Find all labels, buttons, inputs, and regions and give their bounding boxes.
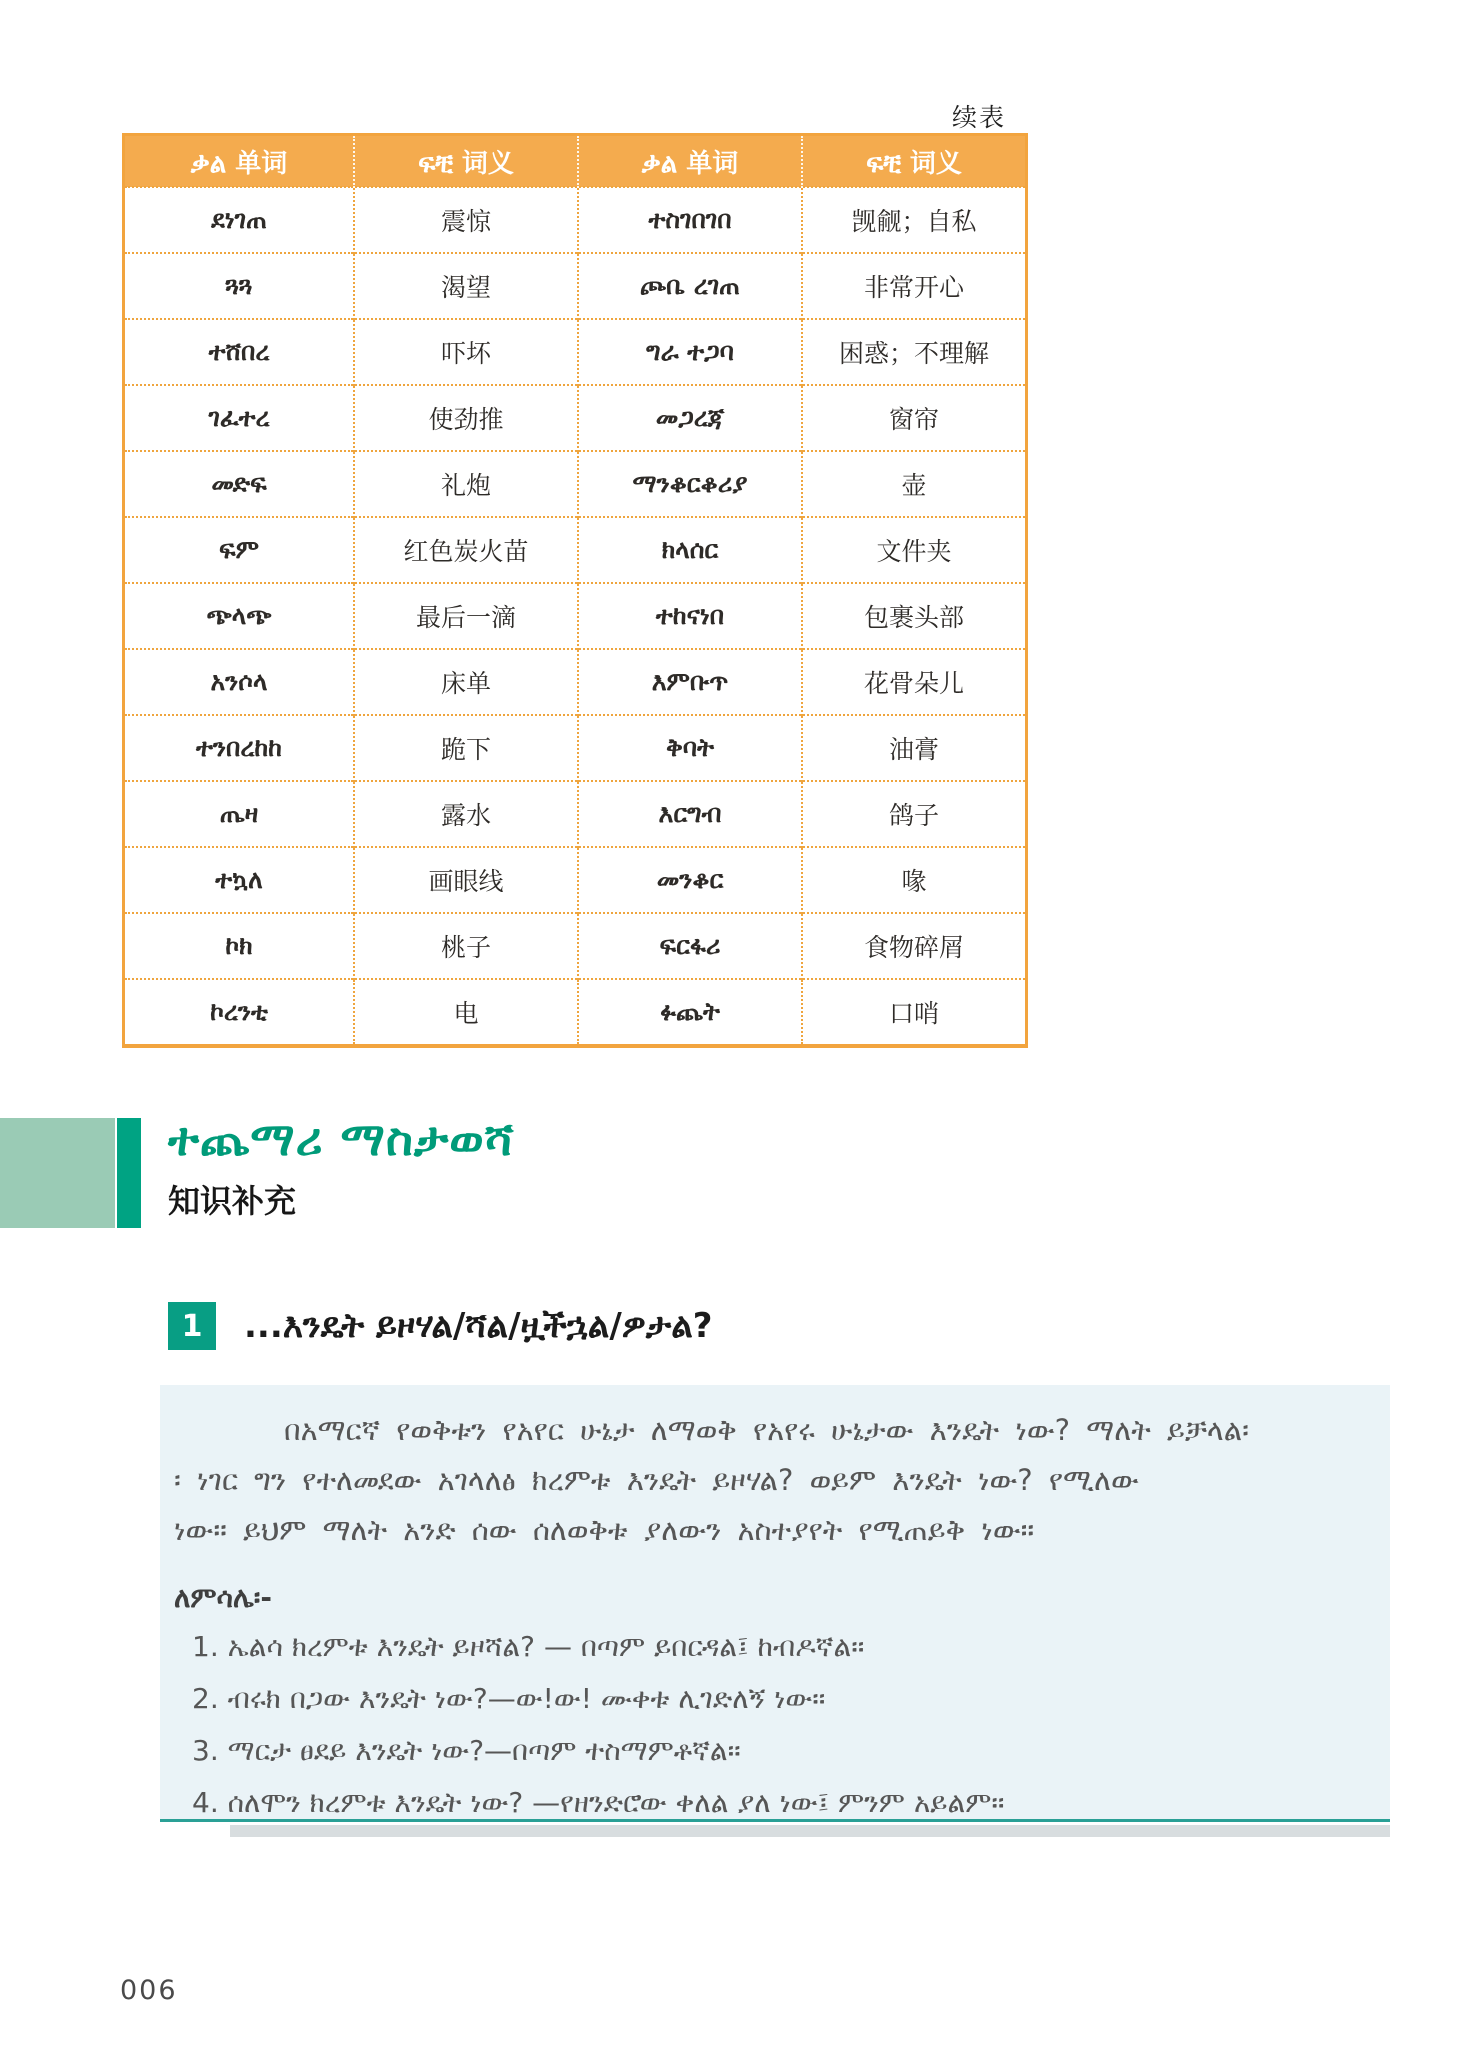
item-title: ...እንዴት ይዞሃል/ሻል/ዟችኋል/ዎታል? [244, 1306, 713, 1346]
table-header-row [124, 135, 1027, 188]
chinese-meaning: 花骨朵儿 [802, 649, 1027, 715]
amharic-word: ተከናነበ [578, 583, 802, 649]
amharic-word: ተንበረከከ [124, 715, 355, 781]
amharic-word: ጮቤ ረገጠ [578, 253, 802, 319]
chinese-meaning: 渴望 [354, 253, 578, 319]
amharic-word: ገፈተረ [124, 385, 355, 451]
section-title-amharic: ተጨማሪ ማስታወሻ [168, 1112, 515, 1166]
amharic-word: ኮረንቲ [124, 979, 355, 1046]
table-row [124, 319, 1027, 385]
amharic-word: ክላሰር [578, 517, 802, 583]
chinese-meaning: 跪下 [354, 715, 578, 781]
panel-shadow [230, 1825, 1390, 1837]
amharic-word: ጓጓ [124, 253, 355, 319]
amharic-word: መንቆር [578, 847, 802, 913]
table-row [124, 847, 1027, 913]
table-row [124, 583, 1027, 649]
chinese-meaning: 非常开心 [802, 253, 1027, 319]
amharic-word: እርግብ [578, 781, 802, 847]
chinese-meaning: 吓坏 [354, 319, 578, 385]
table-row [124, 781, 1027, 847]
section-title-chinese: 知识补充 [168, 1182, 297, 1220]
chinese-meaning: 油膏 [802, 715, 1027, 781]
amharic-word: ግራ ተጋባ [578, 319, 802, 385]
paragraph-line: ነው። ይህም ማለት አንድ ሰው ሰለወቅቱ ያለውን አስተያየት የሚጠይቅ ነው። [174, 1513, 1035, 1547]
chinese-meaning: 困惑；不理解 [802, 319, 1027, 385]
paragraph-line: በአማርኛ የወቅቱን የአየር ሁኔታ ለማወቅ የአየሩ ሁኔታው እንዴት ነው? ማለት ይቻላል፡ [284, 1413, 1249, 1447]
table-row [124, 979, 1027, 1046]
chinese-meaning: 震惊 [354, 187, 578, 253]
table-row [124, 385, 1027, 451]
chinese-meaning: 红色炭火苗 [354, 517, 578, 583]
example-item: 1. ኤልሳ ክረምቱ እንዴት ይዞሻል? — በጣም ይበርዳል፤ ከብዶኛል። [192, 1630, 865, 1663]
chinese-meaning: 电 [354, 979, 578, 1046]
chinese-meaning: 口哨 [802, 979, 1027, 1046]
table-row [124, 715, 1027, 781]
example-label: ለምሳሌ፡- [174, 1581, 273, 1614]
vocab-table [122, 133, 1028, 1048]
amharic-word: አንሶላ [124, 649, 355, 715]
col-header-word-2: ቃል 单词 [578, 135, 802, 188]
amharic-word: ማንቆርቆሪያ [578, 451, 802, 517]
chinese-meaning: 包裹头部 [802, 583, 1027, 649]
chinese-meaning: 壶 [802, 451, 1027, 517]
chinese-meaning: 文件夹 [802, 517, 1027, 583]
chinese-meaning: 露水 [354, 781, 578, 847]
amharic-word: ኮክ [124, 913, 355, 979]
table-row [124, 253, 1027, 319]
amharic-word: ጭላጭ [124, 583, 355, 649]
amharic-word: ደነገጠ [124, 187, 355, 253]
amharic-word: ፉጨት [578, 979, 802, 1046]
continued-table-label: 续表 [951, 103, 1006, 132]
chinese-meaning: 觊觎；自私 [802, 187, 1027, 253]
amharic-word: እምቡጥ [578, 649, 802, 715]
chinese-meaning: 窗帘 [802, 385, 1027, 451]
table-row [124, 451, 1027, 517]
amharic-word: ተኳለ [124, 847, 355, 913]
amharic-word: ተስገበገበ [578, 187, 802, 253]
chinese-meaning: 喙 [802, 847, 1027, 913]
amharic-word: ፍም [124, 517, 355, 583]
chinese-meaning: 最后一滴 [354, 583, 578, 649]
amharic-word: ተሸበረ [124, 319, 355, 385]
amharic-word: ጤዛ [124, 781, 355, 847]
col-header-word-1: ቃል 单词 [124, 135, 355, 188]
table-row [124, 517, 1027, 583]
page-number: 006 [120, 1975, 178, 2006]
example-item: 4. ሰለሞን ክረምቱ እንዴት ነው? —የዘንድሮው ቀለል ያለ ነው፤ ምንም አይልም። [192, 1786, 1005, 1819]
paragraph-line: ፡ ነገር ግን የተለመደው አገላለፅ ክረምቱ እንዴት ይዞሃል? ወይም እንዴት ነው? የሚለው [174, 1463, 1139, 1497]
col-header-meaning-1: ፍቺ 词义 [354, 135, 578, 188]
table-row [124, 187, 1027, 253]
amharic-word: መድፍ [124, 451, 355, 517]
item-heading [168, 1302, 713, 1350]
section-accent-pale-bar [0, 1118, 115, 1228]
section-accent-teal-bar [117, 1118, 141, 1228]
chinese-meaning: 画眼线 [354, 847, 578, 913]
amharic-word: ቅባት [578, 715, 802, 781]
chinese-meaning: 床单 [354, 649, 578, 715]
chinese-meaning: 桃子 [354, 913, 578, 979]
chinese-meaning: 食物碎屑 [802, 913, 1027, 979]
amharic-word: ፍርፋሪ [578, 913, 802, 979]
col-header-meaning-2: ፍቺ 词义 [802, 135, 1027, 188]
example-item: 2. ብሩክ በጋው እንዴት ነው?—ው!ው! ሙቀቱ ሊገድለኝ ነው። [192, 1682, 826, 1715]
amharic-word: መጋረጃ [578, 385, 802, 451]
note-panel [160, 1385, 1390, 1822]
section-header [0, 1112, 1457, 1228]
table-row [124, 913, 1027, 979]
chinese-meaning: 使劲推 [354, 385, 578, 451]
chinese-meaning: 礼炮 [354, 451, 578, 517]
table-row [124, 649, 1027, 715]
chinese-meaning: 鸽子 [802, 781, 1027, 847]
item-number-badge: 1 [168, 1302, 216, 1350]
example-item: 3. ማርታ ፀደይ እንዴት ነው?—በጣም ተስማምቶኛል። [192, 1734, 741, 1767]
